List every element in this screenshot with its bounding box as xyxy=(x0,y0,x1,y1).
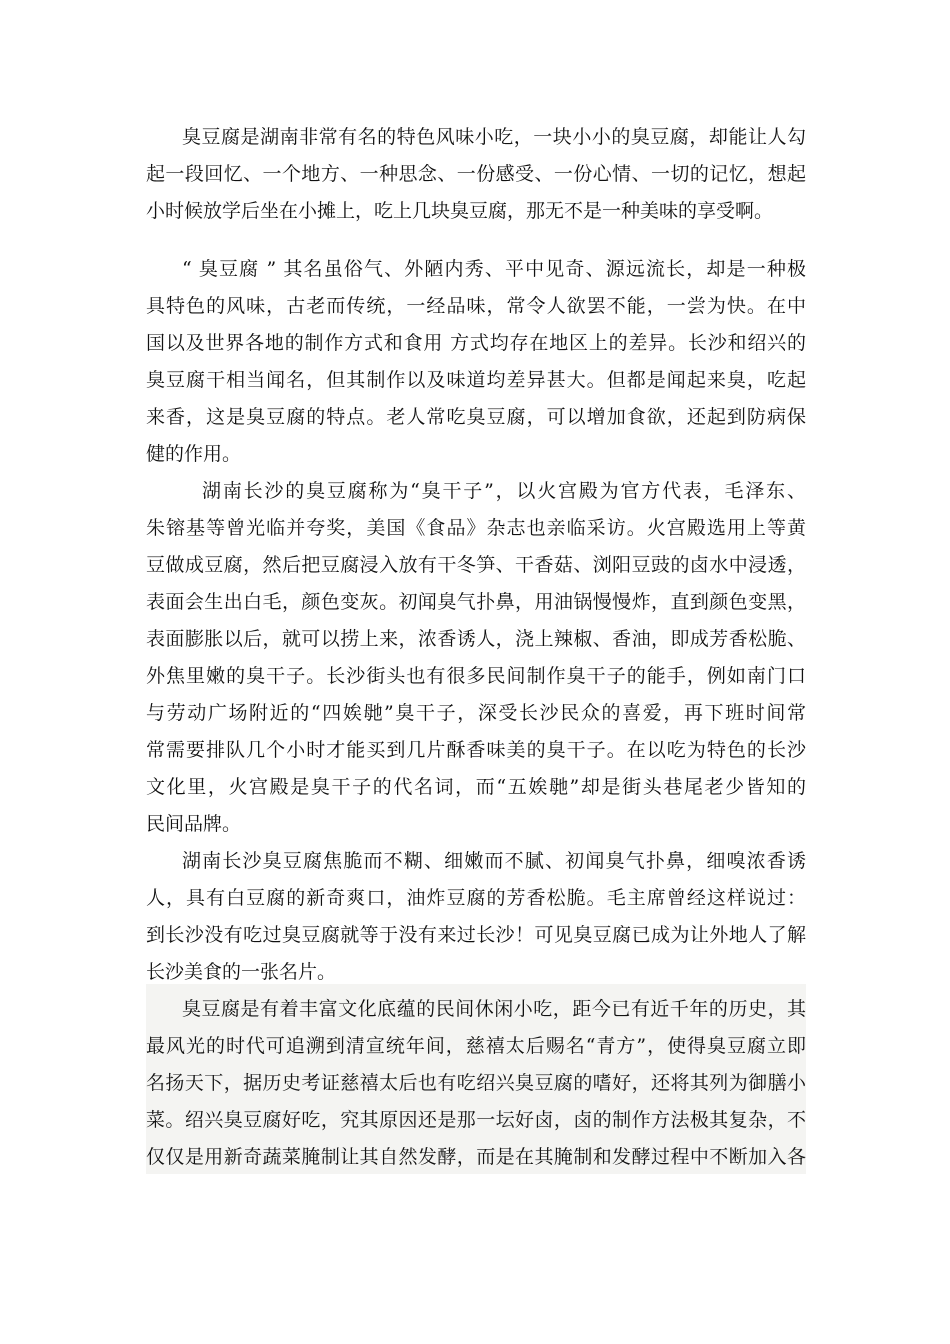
text-line: 与劳动广场附近的“四娭毑”臭干子，深受长沙民众的喜爱，再下班时间常 xyxy=(146,702,806,724)
text-line: 外焦里嫩的臭干子。长沙街头也有很多民间制作臭干子的能手，例如南门口 xyxy=(146,665,806,687)
text-line: 长沙美食的一张名片。 xyxy=(146,961,337,983)
text-line: 小时候放学后坐在小摊上，吃上几块臭豆腐，那无不是一种美味的享受啊。 xyxy=(146,200,774,222)
text-line: 表面会生出白毛，颜色变灰。初闻臭气扑鼻，用油锅慢慢炸，直到颜色变黑， xyxy=(146,591,806,613)
text-line: 臭豆腐是有着丰富文化底蕴的民间休闲小吃，距今已有近千年的历史，其 xyxy=(182,998,806,1020)
text-line: 湖南长沙臭豆腐焦脆而不糊、细嫩而不腻、初闻臭气扑鼻，细嗅浓香诱 xyxy=(182,850,806,872)
text-line: 民间品牌。 xyxy=(146,813,242,835)
text-line: 最风光的时代可追溯到清宣统年间，慈禧太后赐名“青方”，使得臭豆腐立即 xyxy=(146,1035,806,1057)
text-line: 臭豆腐是湖南非常有名的特色风味小吃，一块小小的臭豆腐，却能让人勾 xyxy=(182,126,806,148)
text-line: 具特色的风味，古老而传统，一经品味，常令人欲罢不能，一尝为快。在中 xyxy=(146,295,806,317)
text-line: 起一段回忆、一个地方、一种思念、一份感受、一份心情、一切的记忆，想起 xyxy=(146,163,806,185)
text-line: 朱镕基等曾光临并夸奖，美国《食品》杂志也亲临采访。火宫殿选用上等黄 xyxy=(146,517,806,539)
text-line: 人，具有白豆腐的新奇爽口，油炸豆腐的芳香松脆。毛主席曾经这样说过： xyxy=(146,887,806,909)
text-line: 菜。绍兴臭豆腐好吃，究其原因还是那一坛好卤，卤的制作方法极其复杂，不 xyxy=(146,1109,806,1131)
text-line: 国以及世界各地的制作方式和食用 方式均存在地区上的差异。长沙和绍兴的 xyxy=(146,332,806,354)
text-line: 来香，这是臭豆腐的特点。老人常吃臭豆腐，可以增加食欲，还起到防病保 xyxy=(146,406,806,428)
text-line: 仅仅是用新奇蔬菜腌制让其自然发酵，而是在其腌制和发酵过程中不断加入各 xyxy=(146,1146,806,1168)
text-line: 表面膨胀以后，就可以捞上来，浓香诱人，浇上辣椒、香油，即成芳香松脆、 xyxy=(146,628,806,650)
text-line: 名扬天下，据历史考证慈禧太后也有吃绍兴臭豆腐的嗜好，还将其列为御膳小 xyxy=(146,1072,806,1094)
text-line: “ 臭豆腐 ” 其名虽俗气、外陋内秀、平中见奇、源远流长，却是一种极 xyxy=(182,258,806,280)
text-line: 到长沙没有吃过臭豆腐就等于没有来过长沙！可见臭豆腐已成为让外地人了解 xyxy=(146,924,806,946)
text-line: 文化里，火宫殿是臭干子的代名词，而“五娭毑”却是街头巷尾老少皆知的 xyxy=(146,776,806,798)
text-line: 健的作用。 xyxy=(146,443,242,465)
text-line: 臭豆腐干相当闻名，但其制作以及味道均差异甚大。但都是闻起来臭，吃起 xyxy=(146,369,806,391)
text-line: 豆做成豆腐，然后把豆腐浸入放有干冬笋、干香菇、浏阳豆豉的卤水中浸透， xyxy=(146,554,806,576)
text-line: 常需要排队几个小时才能买到几片酥香味美的臭干子。在以吃为特色的长沙 xyxy=(146,739,806,761)
text-line: 湖南长沙的臭豆腐称为“臭干子”，以火宫殿为官方代表，毛泽东、 xyxy=(202,480,806,502)
